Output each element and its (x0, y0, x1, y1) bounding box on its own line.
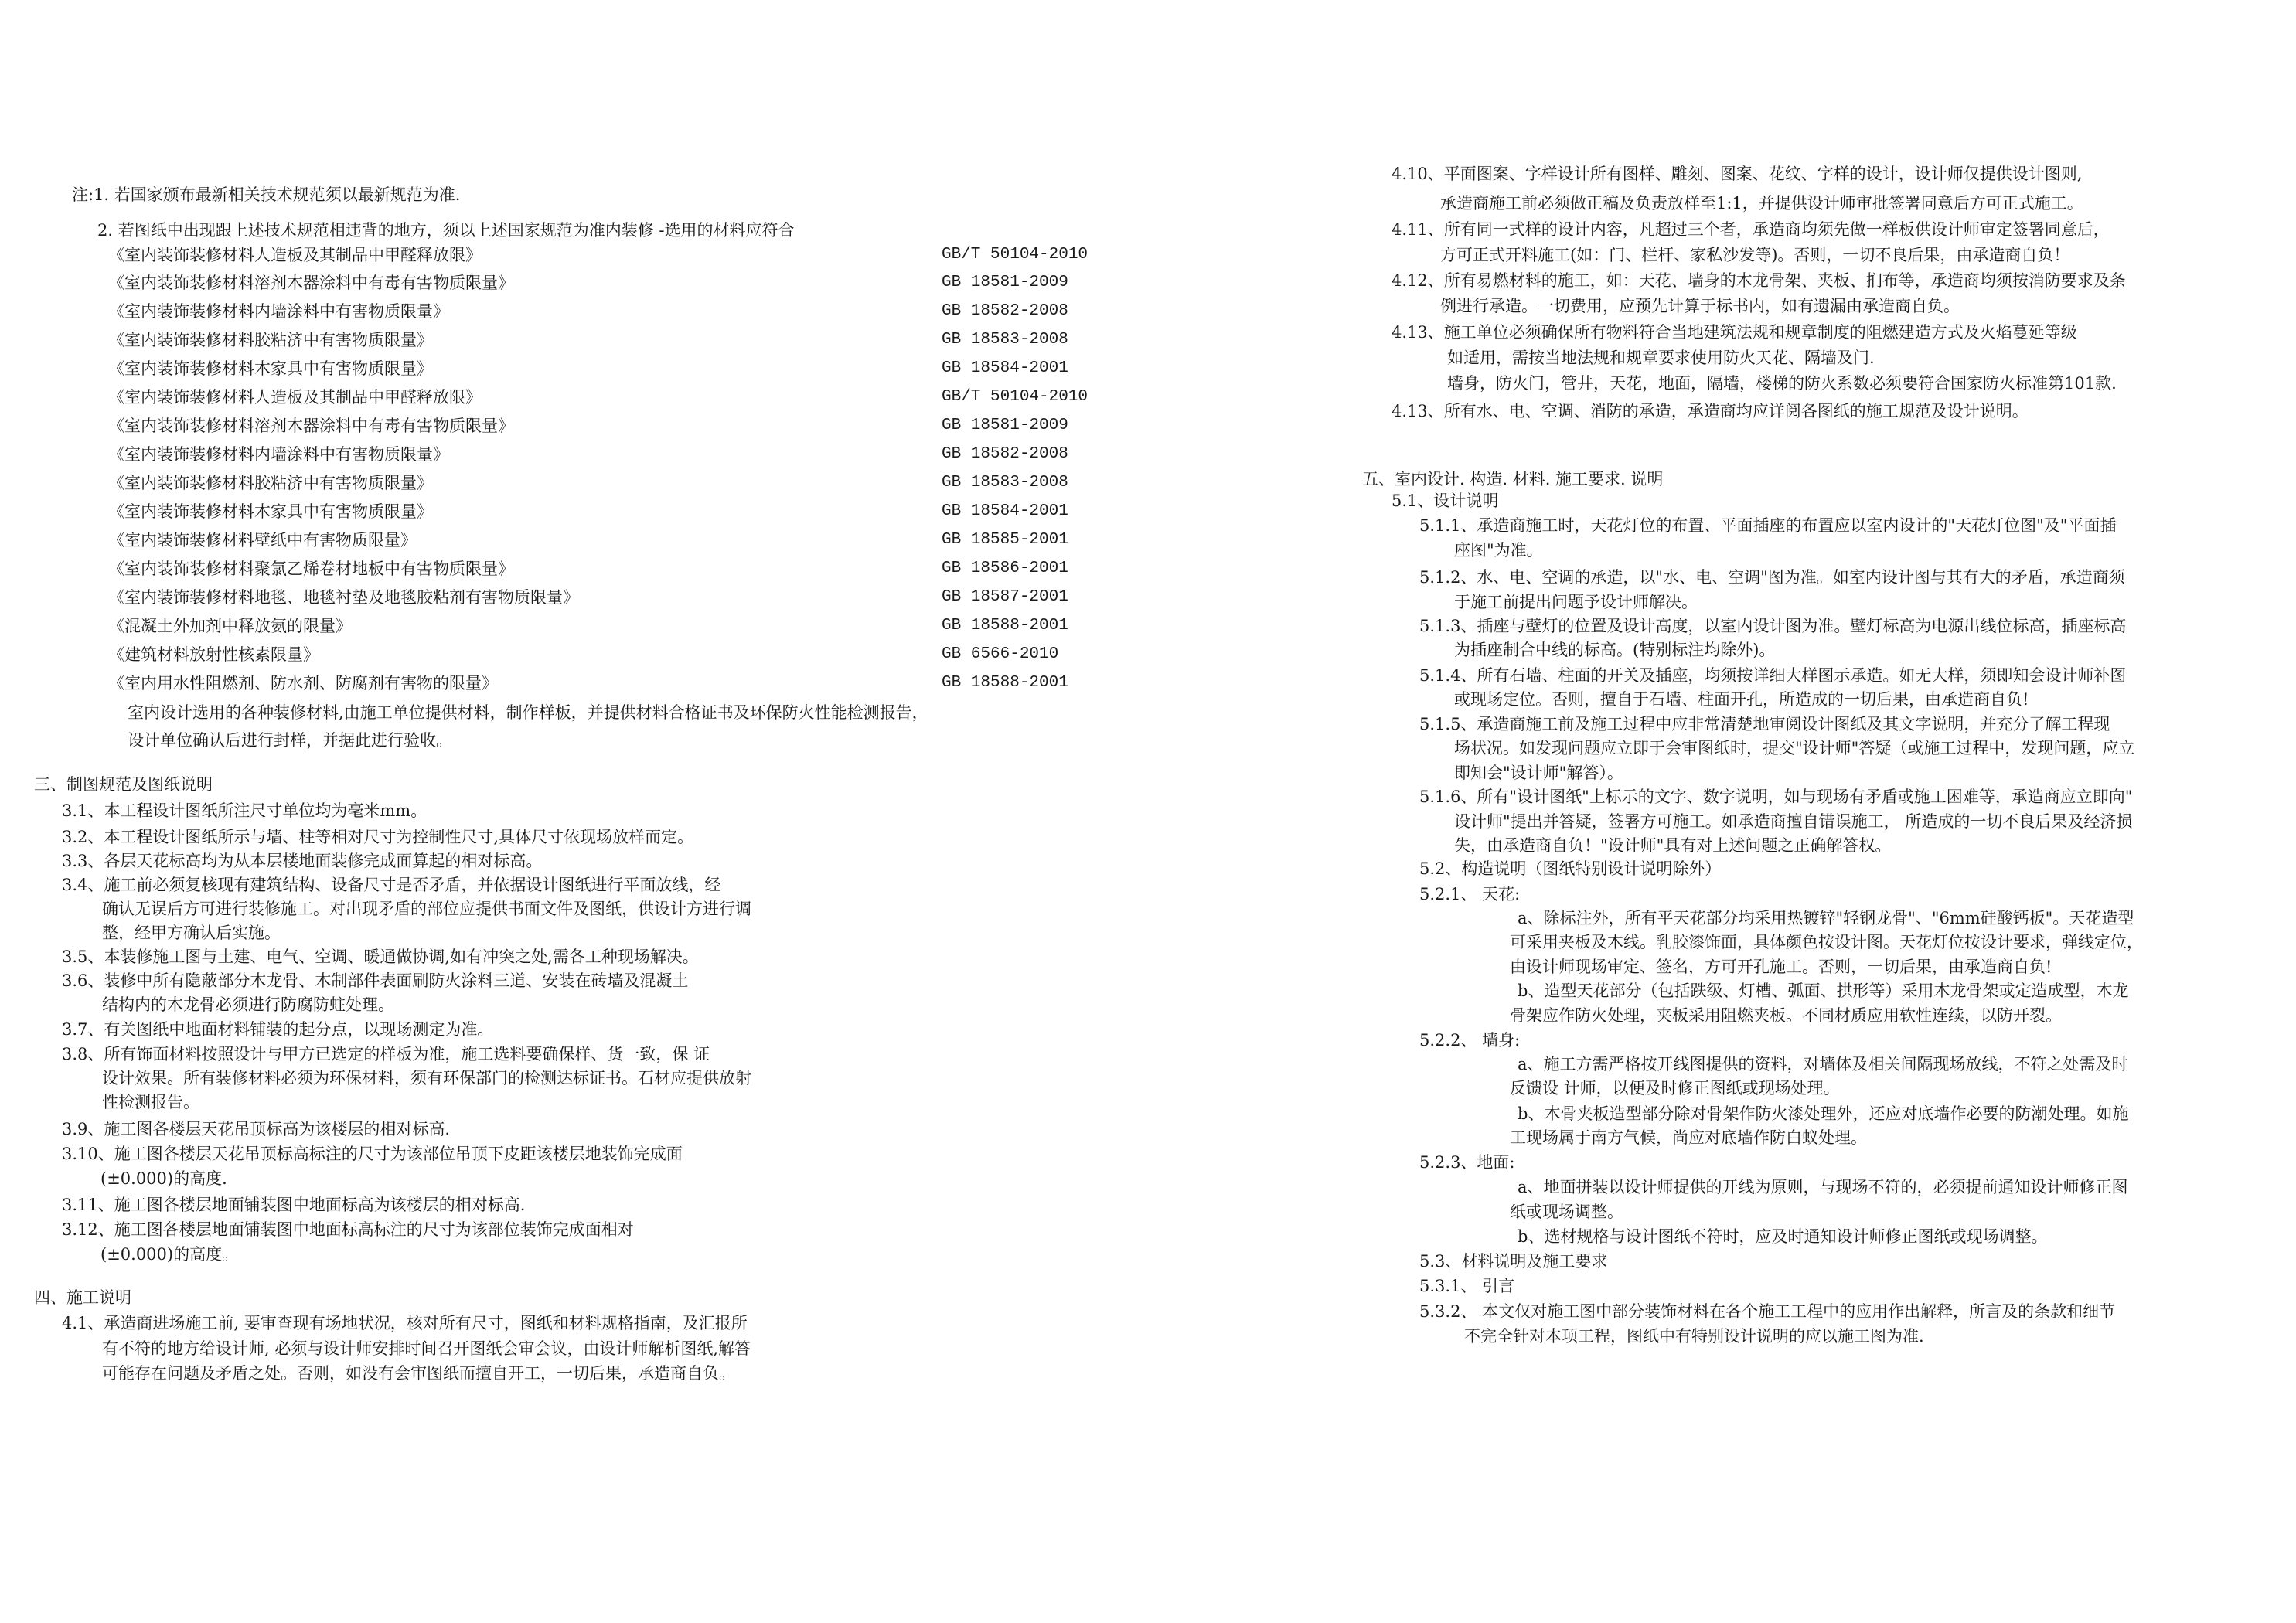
right-line: 如适用，需按当地法规和规章要求使用防火天花、隔墙及门. (1447, 349, 1875, 367)
sec3-line: 3.12、施工图各楼层地面铺装图中地面标高标注的尺寸为该部位装饰完成面相对 (62, 1220, 634, 1239)
sec3-line: 3.2、本工程设计图纸所示与墙、柱等相对尺寸为控制性尺寸,具体尺寸依现场放样而定。 (62, 828, 694, 846)
sec3-line: 结构内的木龙骨必须进行防腐防蛀处理。 (102, 995, 394, 1014)
standard-name: 《室内装饰装修材料木家具中有害物质限量》 (108, 502, 433, 521)
note-1: 注:1. 若国家颁布最新相关技术规范须以最新规范为准. (72, 185, 461, 204)
standard-code: GB 18584-2001 (942, 359, 1068, 377)
sec3-line: (±0.000)的高度. (100, 1169, 227, 1188)
standard-name: 《室内装饰装修材料内墙涂料中有害物质限量》 (108, 302, 449, 321)
standard-code: GB 18581-2009 (942, 417, 1068, 434)
standard-code: GB 18588-2001 (942, 617, 1068, 635)
right-line: 4.11、所有同一式样的设计内容，凡超过三个者，承造商均须先做一样板供设计师审定签署同意后， (1392, 220, 2110, 239)
right-line: b、木骨夹板造型部分除对骨架作防火漆处理外，还应对底墙作必要的防潮处理。如施 (1518, 1104, 2129, 1123)
right-line: 5.1.6、所有"设计图纸"上标示的文字、数字说明，如与现场有矛盾或施工困难等，承造商应立即向" (1419, 788, 2133, 806)
note-tail-2: 设计单位确认后进行封样，并据此进行验收。 (128, 731, 452, 750)
right-line: 4.13、施工单位必须确保所有物料符合当地建筑法规和规章制度的阻燃建造方式及火焰蔓延等级 (1392, 323, 2077, 342)
note-2: 2. 若图纸中出现跟上述技术规范相违背的地方，须以上述国家规范为准内装修 -选用的材料应符合 (97, 221, 795, 240)
standard-name: 《室内装饰装修材料壁纸中有害物质限量》 (108, 531, 417, 550)
right-line: 5.3.2、 本文仅对施工图中部分装饰材料在各个施工工程中的应用作出解释，所言及的条款和细节 (1419, 1302, 2116, 1321)
standard-code: GB 18582-2008 (942, 302, 1068, 320)
right-line: 纸或现场调整。 (1510, 1203, 1623, 1221)
right-line: 4.10、平面图案、字样设计所有图样、雕刻、图案、花纹、字样的设计，设计师仅提供设计图则, (1392, 165, 2083, 183)
standard-name: 《混凝土外加剂中释放氨的限量》 (108, 617, 352, 635)
standard-code: GB/T 50104-2010 (942, 388, 1088, 406)
right-line: 骨架应作防火处理，夹板采用阻燃夹板。不同材质应用软性连续，以防开裂。 (1510, 1006, 2062, 1025)
sec3-line: 3.11、施工图各楼层地面铺装图中地面标高为该楼层的相对标高. (62, 1196, 526, 1214)
standard-name: 《室内装饰装修材料溶剂木器涂料中有毒有害物质限量》 (108, 274, 514, 292)
standard-code: GB 18583-2008 (942, 474, 1068, 492)
right-line: a、施工方需严格按开线图提供的资料，对墙体及相关间隔现场放线，不符之处需及时 (1518, 1055, 2128, 1073)
section-5-heading: 五、室内设计. 构造. 材料. 施工要求. 说明 (1362, 470, 1664, 488)
sec3-line: 3.3、各层天花标高均为从本层楼地面装修完成面算起的相对标高。 (62, 852, 543, 870)
standard-code: GB 18586-2001 (942, 560, 1068, 577)
right-line: 为插座制合中线的标高。(特别标注均除外)。 (1454, 641, 1776, 659)
right-line: 承造商施工前必须做正稿及负责放样至1:1，并提供设计师审批签署同意后方可正式施工。 (1440, 194, 2083, 213)
standard-code: GB 18587-2001 (942, 588, 1068, 606)
sec3-line: 3.1、本工程设计图纸所注尺寸单位均为毫米mm。 (62, 801, 428, 820)
note-tail-1: 室内设计选用的各种装修材料,由施工单位提供材料，制作样板，并提供材料合格证书及环保防火性能检测报告， (128, 703, 928, 722)
standard-code: GB 18588-2001 (942, 674, 1068, 692)
sec3-line: 确认无误后方可进行装修施工。对出现矛盾的部位应提供书面文件及图纸，供设计方进行调 (102, 900, 751, 918)
right-line: 方可正式开料施工(如：门、栏杆、家私沙发等)。否则，一切不良后果，由承造商自负！ (1440, 246, 2070, 264)
standard-name: 《室内装饰装修材料人造板及其制品中甲醛释放限》 (108, 246, 482, 264)
sec4-line: 可能存在问题及矛盾之处。否则，如没有会审图纸而擅自开工，一切后果，承造商自负。 (102, 1364, 735, 1383)
section-4-heading: 四、施工说明 (34, 1288, 131, 1307)
right-line: 即知会"设计师"解答）。 (1454, 764, 1623, 782)
right-line: 5.3.1、 引言 (1419, 1277, 1515, 1295)
standard-code: GB 18585-2001 (942, 531, 1068, 549)
sec3-line: 整，经甲方确认后实施。 (102, 924, 281, 942)
standard-code: GB/T 50104-2010 (942, 246, 1088, 264)
sec4-line: 有不符的地方给设计师, 必须与设计师安排时间召开图纸会审会议，由设计师解析图纸,解答 (102, 1339, 751, 1358)
right-line: 5.2、构造说明（图纸特别设计说明除外） (1419, 859, 1722, 878)
standard-name: 《室内装饰装修材料胶粘济中有害物质限量》 (108, 474, 433, 492)
right-line: 5.1.5、承造商施工前及施工过程中应非常清楚地审阅设计图纸及其文字说明，并充分了解工程现 (1419, 715, 2110, 733)
standard-name: 《室内装饰装修材料聚氯乙烯卷材地板中有害物质限量》 (108, 560, 514, 578)
sec3-line: 3.7、有关图纸中地面材料铺装的起分点，以现场测定为准。 (62, 1020, 494, 1039)
right-line: 失，由承造商自负！"设计师"具有对上述问题之正确解答权。 (1454, 836, 1892, 855)
right-line: b、造型天花部分（包括跌级、灯槽、弧面、拱形等）采用木龙骨架或定造成型，木龙 (1518, 982, 2129, 1000)
right-line: 工现场属于南方气候，尚应对底墙作防白蚁处理。 (1510, 1128, 1867, 1147)
right-line: 4.13、所有水、电、空调、消防的承造，承造商均应详阅各图纸的施工规范及设计说明。 (1392, 402, 2029, 420)
right-line: 5.1.2、水、电、空调的承造，以"水、电、空调"图为准。如室内设计图与其有大的矛盾，承造商须 (1419, 568, 2125, 587)
right-line: 5.2.3、地面: (1419, 1153, 1515, 1172)
right-line: 场状况。如发现问题应立即于会审图纸时，提交"设计师"答疑（或施工过程中，发现问题，应立 (1454, 739, 2135, 757)
right-line: 5.1.3、插座与壁灯的位置及设计高度，以室内设计图为准。壁灯标高为电源出线位标高，插座标高 (1419, 617, 2127, 635)
right-line: 或现场定位。否则，擅自于石墙、柱面开孔，所造成的一切后果，由承造商自负! (1454, 690, 2029, 709)
standard-code: GB 18584-2001 (942, 502, 1068, 520)
right-line: 设计师"提出并答疑，签署方可施工。如承造商擅自错误施工， 所造成的一切不良后果及经济损 (1454, 812, 2133, 831)
right-line: 不完全针对本项工程，图纸中有特别设计说明的应以施工图为准. (1464, 1327, 1924, 1346)
standard-name: 《室内装饰装修材料人造板及其制品中甲醛释放限》 (108, 388, 482, 407)
standard-name: 《室内装饰装修材料地毯、地毯衬垫及地毯胶粘剂有害物质限量》 (108, 588, 579, 607)
sec3-line: 性检测报告。 (102, 1093, 199, 1111)
right-line: a、地面拼装以设计师提供的开线为原则，与现场不符的，必须提前通知设计师修正图 (1518, 1178, 2128, 1196)
right-line: 4.12、所有易燃材料的施工，如：天花、墙身的木龙骨架、夹板、扪布等，承造商均须按消防要求及条 (1392, 271, 2126, 290)
standard-name: 《室内装饰装修材料内墙涂料中有害物质限量》 (108, 445, 449, 464)
right-line: 5.3、材料说明及施工要求 (1419, 1252, 1608, 1271)
right-line: 反馈设 计师，以便及时修正图纸或现场处理。 (1510, 1079, 1840, 1097)
sec3-line: 设计效果。所有装修材料必须为环保材料，须有环保部门的检测达标证书。石材应提供放射 (102, 1069, 751, 1087)
right-line: 于施工前提出问题予设计师解决。 (1454, 593, 1698, 611)
right-line: b、选材规格与设计图纸不符时，应及时通知设计师修正图纸或现场调整。 (1518, 1227, 2048, 1246)
sec3-line: (±0.000)的高度。 (100, 1245, 239, 1264)
section-3-heading: 三、制图规范及图纸说明 (34, 775, 213, 794)
sec3-line: 3.6、装修中所有隐蔽部分木龙骨、木制部件表面刷防火涂料三道、安装在砖墙及混凝土 (62, 971, 689, 990)
standard-code: GB 18582-2008 (942, 445, 1068, 463)
right-line: 5.1.1、承造商施工时，天花灯位的布置、平面插座的布置应以室内设计的"天花灯位图"及"平面插 (1419, 516, 2117, 535)
standard-name: 《室内装饰装修材料木家具中有害物质限量》 (108, 359, 433, 378)
standard-code: GB 18581-2009 (942, 274, 1068, 291)
right-line: 5.2.1、 天花: (1419, 885, 1521, 903)
standard-code: GB 6566-2010 (942, 645, 1059, 663)
right-line: 墙身，防火门，管井，天花，地面，隔墙，楼梯的防火系数必须要符合国家防火标准第101款. (1447, 374, 2117, 393)
standard-name: 《建筑材料放射性核素限量》 (108, 645, 319, 664)
right-line: 座图"为准。 (1454, 541, 1543, 560)
sec3-line: 3.9、施工图各楼层天花吊顶标高为该楼层的相对标高. (62, 1120, 451, 1138)
right-line: 由设计师现场审定、签名，方可开孔施工。否则，一切后果，由承造商自负! (1510, 958, 2052, 976)
right-line: 5.1、设计说明 (1392, 492, 1499, 510)
sec3-line: 3.10、施工图各楼层天花吊顶标高标注的尺寸为该部位吊顶下皮距该楼层地装饰完成面 (62, 1145, 683, 1163)
right-line: 5.1.4、所有石墙、柱面的开关及插座，均须按详细大样图示承造。如无大样，须即知会设计师补图 (1419, 666, 2127, 685)
sec3-line: 3.8、所有饰面材料按照设计与甲方已选定的样板为准，施工选料要确保样、货一致，保 证 (62, 1045, 710, 1063)
sec4-line: 4.1、承造商进场施工前, 要审查现有场地状况，核对所有尺寸，图纸和材料规格指南，及汇报所 (62, 1314, 748, 1332)
sec3-line: 3.4、施工前必须复核现有建筑结构、设备尺寸是否矛盾，并依据设计图纸进行平面放线，经 (62, 876, 721, 894)
standard-name: 《室内装饰装修材料胶粘济中有害物质限量》 (108, 331, 433, 349)
right-line: 5.2.2、 墙身: (1419, 1031, 1521, 1050)
standard-name: 《室内装饰装修材料溶剂木器涂料中有毒有害物质限量》 (108, 417, 514, 435)
standard-name: 《室内用水性阻燃剂、防水剂、防腐剂有害物的限量》 (108, 674, 498, 692)
standard-code: GB 18583-2008 (942, 331, 1068, 349)
right-line: 可采用夹板及木线。乳胶漆饰面，具体颜色按设计图。天花灯位按设计要求，弹线定位， (1510, 933, 2143, 951)
right-line: a、除标注外，所有平天花部分均采用热镀锌"轻钢龙骨"、"6mm硅酸钙板"。天花造型 (1518, 909, 2134, 927)
right-line: 例进行承造。一切费用，应预先计算于标书内，如有遗漏由承造商自负。 (1440, 297, 1960, 315)
sec3-line: 3.5、本装修施工图与土建、电气、空调、暖通做协调,如有冲突之处,需各工种现场解决。 (62, 948, 699, 966)
